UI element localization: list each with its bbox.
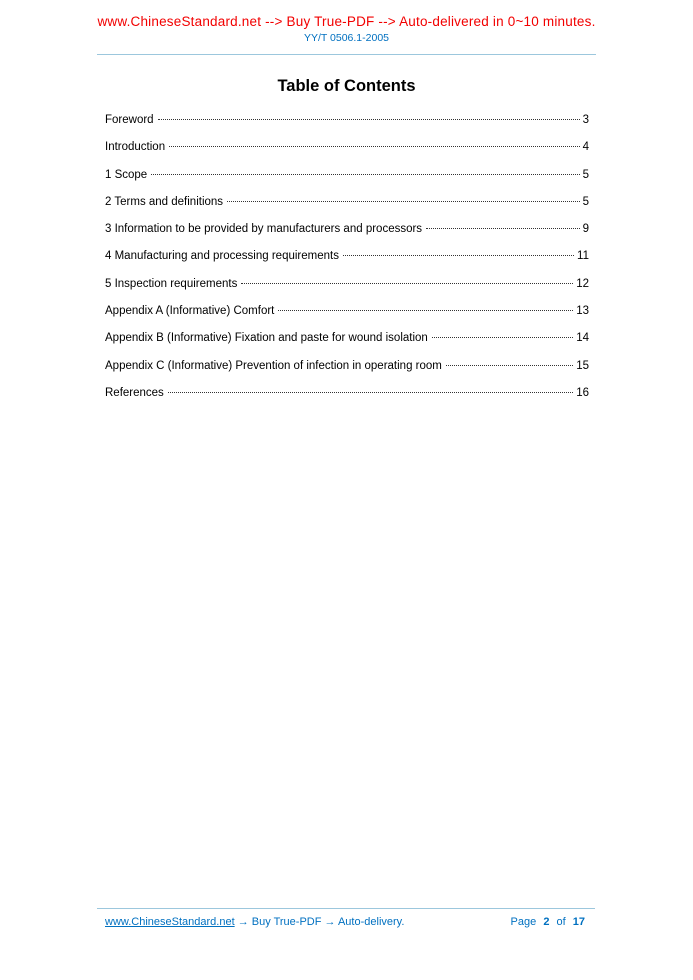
footer-buy-text: Buy True-PDF (251, 916, 322, 928)
toc-entry-page: 14 (576, 332, 589, 345)
toc-entry-label: Foreword (105, 114, 154, 126)
toc-entry-inspection (105, 278, 589, 305)
toc-dot-leader (169, 146, 579, 147)
page-header (0, 0, 693, 55)
page-title: Table of Contents (277, 77, 416, 95)
page-indicator (509, 916, 587, 928)
toc-entry-page: 5 (582, 168, 589, 181)
toc-dot-leader (343, 255, 574, 256)
arrow-icon: → (237, 916, 249, 928)
toc-entry-page: 5 (582, 195, 589, 208)
toc-entry-introduction (105, 141, 589, 168)
standard-number: YY/T 0506.1-2005 (303, 32, 390, 44)
toc-dot-leader (426, 228, 580, 229)
page-footer (105, 916, 587, 928)
toc-entry-appendix-a (105, 305, 589, 332)
arrow-icon: → (324, 916, 336, 928)
toc-entry-label: References (105, 386, 164, 399)
toc-dot-leader (241, 283, 573, 284)
toc-entry-information (105, 223, 589, 250)
toc-entry-label: 2 Terms and definitions (105, 195, 224, 208)
toc-entry-label: Appendix A (Informative) Comfort (105, 305, 275, 318)
toc-entry-label: 4 Manufacturing and processing requirements (105, 250, 339, 263)
current-page-number: 2 (543, 916, 550, 928)
toc-entry-label: 5 Inspection requirements (105, 277, 238, 290)
toc-entry-scope (105, 169, 589, 196)
toc-entry-label: Introduction (105, 141, 166, 154)
toc-dot-leader (446, 365, 573, 366)
promo-banner: www.ChineseStandard.net --> Buy True-PDF --> Auto-delivered in 0~10 minutes. (97, 14, 596, 29)
footer-promo (105, 916, 404, 928)
toc-entry-page: 16 (576, 386, 589, 399)
toc-dot-leader (151, 174, 579, 175)
of-label: of (556, 916, 566, 928)
toc-entry-page: 13 (576, 305, 589, 318)
toc-entry-page: 4 (582, 141, 589, 154)
toc-entry-page: 11 (577, 250, 589, 263)
footer-divider (97, 908, 595, 909)
toc-entry-page: 15 (576, 359, 589, 372)
toc-entry-label: 3 Information to be provided by manufacturers and processors (105, 223, 423, 236)
toc-entry-label: Appendix C (Informative) Prevention of infection in operating room (105, 359, 442, 372)
toc-list (105, 114, 589, 414)
toc-entry-page: 9 (582, 223, 589, 236)
toc-dot-leader (227, 201, 580, 202)
toc-entry-foreword (105, 114, 589, 141)
toc-entry-terms (105, 196, 589, 223)
toc-entry-appendix-c (105, 360, 589, 387)
toc-dot-leader (278, 310, 573, 311)
toc-entry-manufacturing (105, 250, 589, 277)
toc-entry-references (105, 387, 589, 414)
footer-site-link[interactable]: www.ChineseStandard.net (105, 916, 235, 928)
total-page-number: 17 (572, 916, 585, 928)
footer-delivery-text: Auto-delivery. (337, 916, 405, 928)
toc-entry-appendix-b (105, 332, 589, 359)
toc-dot-leader (168, 392, 573, 393)
toc-entry-label: 1 Scope (105, 168, 148, 181)
toc-dot-leader (432, 337, 573, 338)
header-divider (97, 54, 596, 55)
page-label: Page (510, 916, 537, 928)
toc-entry-label: Appendix B (Informative) Fixation and paste for wound isolation (105, 332, 428, 345)
toc-entry-page: 3 (582, 114, 589, 126)
toc-dot-leader (158, 119, 580, 120)
toc-entry-page: 12 (576, 277, 589, 290)
